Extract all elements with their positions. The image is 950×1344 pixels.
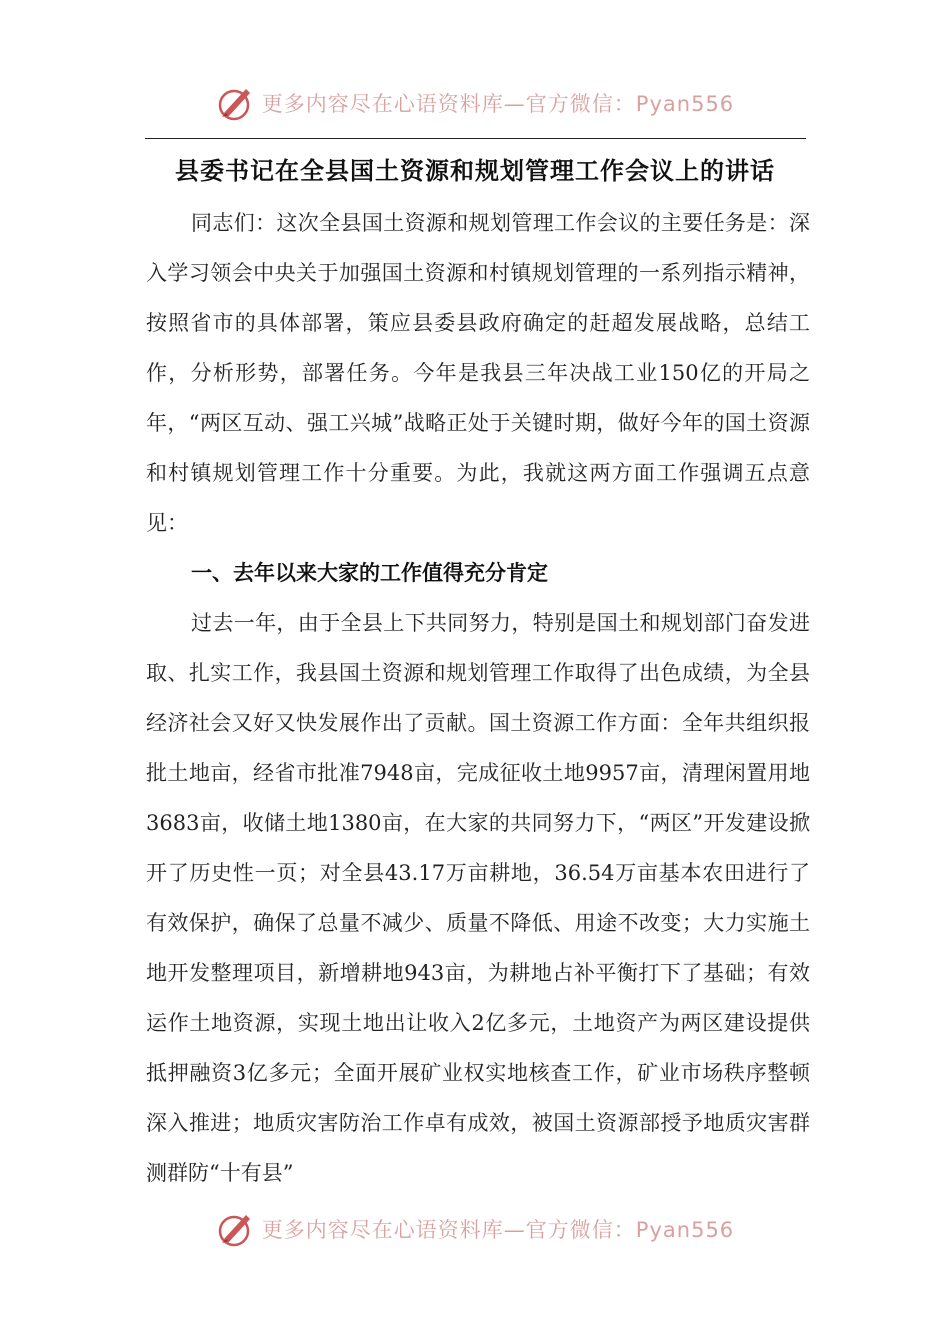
footer-banner [0,1204,950,1254]
section-paragraph: 过去一年，由于全县上下共同努力，特别是国土和规划部门奋发进取、扎实工作，我县国土资源和规划管理工作取得了出色成绩，为全县经济社会又好又快发展作出了贡献。国土资源工作方面：全年共组织报批土地亩，经省市批准7948亩，完成征收土地9957亩，清理闲置用地3683亩，收储土地1380亩，在大家的共同努力下，“两区”开发建设掀开了历史性一页；对全县43.17万亩耕地，36.54万亩基本农田进行了有效保护，确保了总量不减少、质量不降低、用途不改变；大力实施土地开发整理项目，新增耕地943亩，为耕地占补平衡打下了基础；有效运作土地资源，实现土地出让收入2亿多元，土地资产为两区建设提供抵押融资3亿多元；全面开展矿业权实地核查工作，矿业市场秩序整顿深入推进；地质灾害防治工作卓有成效，被国土资源部授予地质灾害群测群防“十有县” [146,611,810,1185]
intro-paragraph: 同志们：这次全县国土资源和规划管理工作会议的主要任务是：深入学习领会中央关于加强国土资源和村镇规划管理的一系列指示精神，按照省市的具体部署，策应县委县政府确定的赶超发展战略，总结工作，分析形势，部署任务。今年是我县三年决战工业150亿的开局之年，“两区互动、强工兴城”战略正处于关键时期，做好今年的国土资源和村镇规划管理工作十分重要。为此，我就这两方面工作强调五点意见： [146,211,810,535]
document-title: 县委书记在全县国土资源和规划管理工作会议上的讲话 [175,156,775,185]
header-banner [0,78,950,128]
document-body [146,198,810,1198]
banner-text: 更多内容尽在心语资料库—官方微信：Pyan556 [261,1218,735,1242]
header-divider [145,138,806,139]
pen-circle-logo-icon [216,1209,256,1249]
section-heading: 一、去年以来大家的工作值得充分肯定 [191,560,548,585]
pen-circle-logo-icon [216,83,256,123]
banner-text: 更多内容尽在心语资料库—官方微信：Pyan556 [261,92,735,116]
